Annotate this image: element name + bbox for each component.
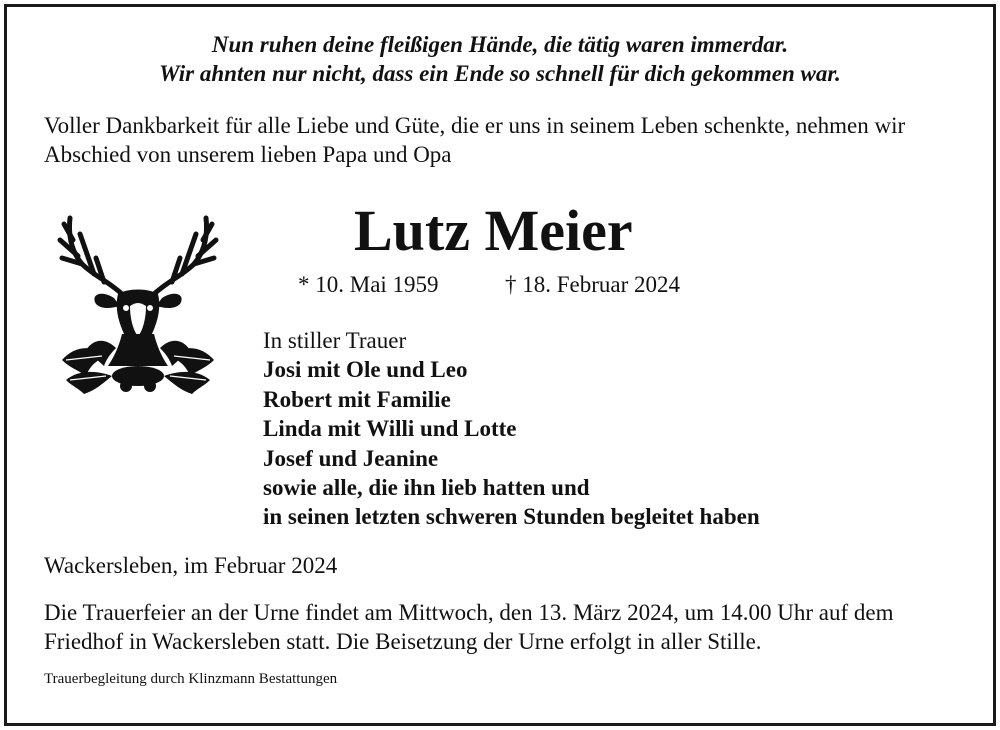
verse-line-2: Wir ahnten nur nicht, dass ein Ende so schnell für dich gekommen war. [159,61,841,86]
mourner-line: Josi mit Ole und Leo [263,357,468,383]
mourner-line: sowie alle, die ihn lieb hatten und [263,475,590,501]
verse-line-1: Nun ruhen deine fleißigen Hände, die tätig waren immerdar. [211,32,789,57]
place-and-date: Wackersleben, im Februar 2024 [44,553,338,578]
deceased-name: Lutz Meier [354,198,633,263]
intro-text: Voller Dankbarkeit für alle Liebe und Güte, die er uns in seinem Leben schenkte, nehmen wir Abschied von unserem lieben Papa und Opa [44,113,906,167]
memorial-verse [0,30,1000,88]
mourner-line: Robert mit Familie [263,386,451,412]
mourner-line: Josef und Jeanine [263,445,439,471]
mourning-lead: In stiller Trauer [263,328,407,353]
birth-date: * 10. Mai 1959 [298,272,439,297]
stag-head-with-oak-leaves-icon [56,210,220,396]
mourner-line: Linda mit Willi und Lotte [263,416,517,442]
death-date: † 18. Februar 2024 [505,272,681,297]
mourner-line: in seinen letzten schweren Stunden begleitet haben [263,504,760,530]
undertaker-credit: Trauerbegleitung durch Klinzmann Bestattungen [44,671,338,687]
funeral-service-info: Die Trauerfeier an der Urne findet am Mittwoch, den 13. März 2024, um 14.00 Uhr auf dem Friedhof in Wackersleben statt. Die Beisetzung der Urne erfolgt in aller Stille. [44,600,894,654]
mourners-list [263,326,760,532]
